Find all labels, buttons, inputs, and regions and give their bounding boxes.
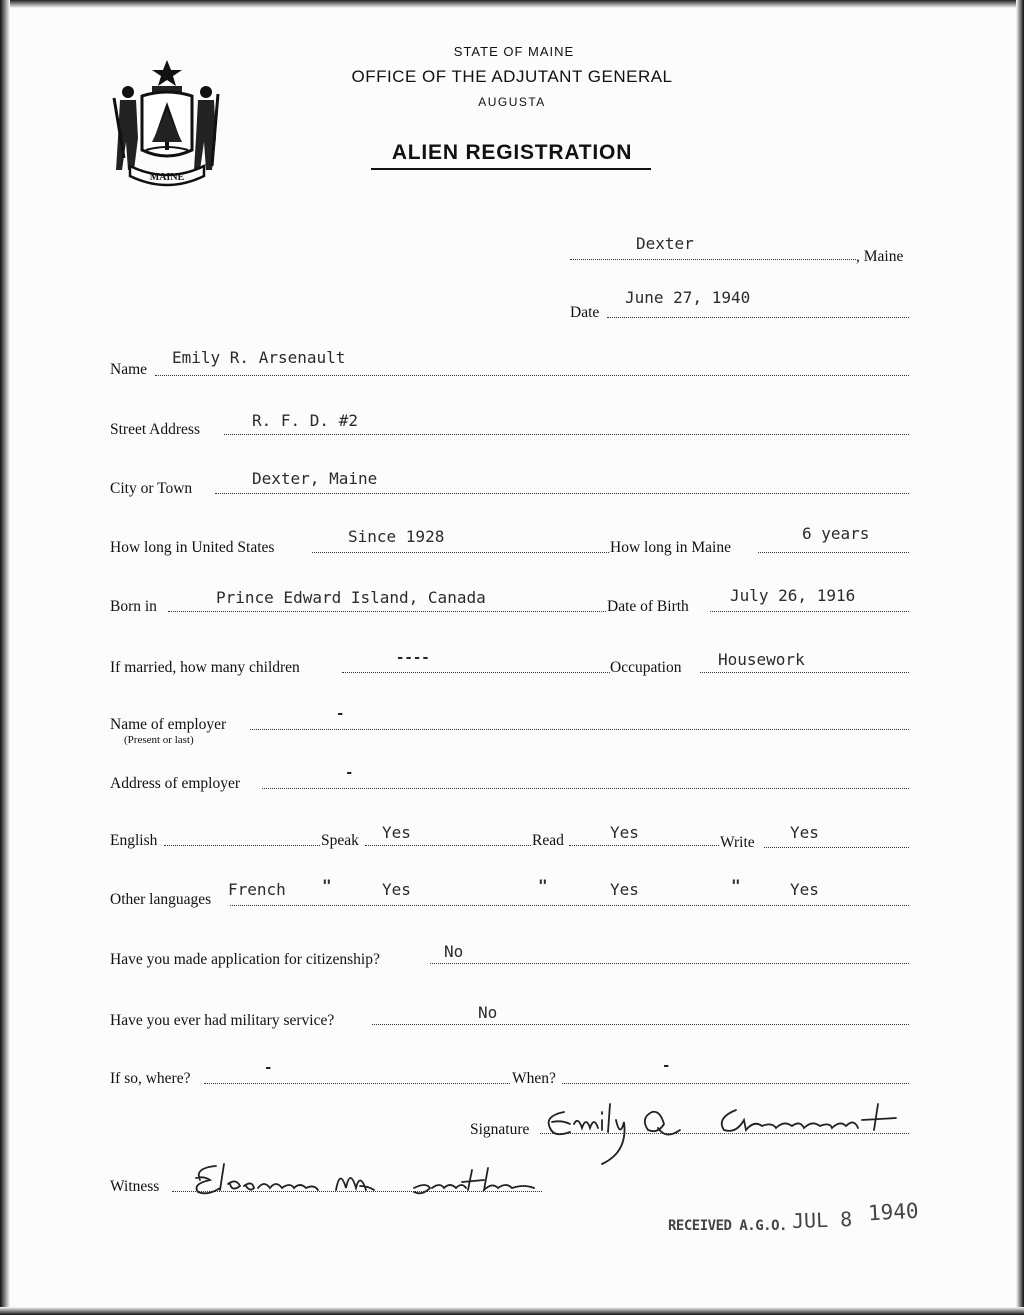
read-label: Read [532, 832, 564, 849]
header-city: AUGUSTA [478, 95, 546, 109]
other-read-value: Yes [610, 880, 639, 899]
employer-address-value: - [345, 765, 354, 781]
other-write-value: Yes [790, 880, 819, 899]
applicant-signature [540, 1094, 910, 1166]
english-label: English [110, 832, 158, 849]
employer-address-label: Address of employer [110, 775, 240, 792]
town-value: Dexter [636, 234, 694, 253]
seal-banner-text: MAINE [149, 172, 185, 183]
where-label: If so, where? [110, 1070, 191, 1087]
street-address-label: Street Address [110, 421, 200, 438]
how-long-maine-label: How long in Maine [610, 539, 731, 556]
witness-signature [190, 1158, 540, 1204]
where-value: - [264, 1060, 273, 1076]
street-address-line [224, 434, 909, 435]
scan-edge-right [1016, 0, 1024, 1315]
received-stamp-date: JUL 8 [791, 1206, 853, 1234]
born-in-value: Prince Edward Island, Canada [216, 588, 486, 607]
form-title: ALIEN REGISTRATION [391, 141, 633, 164]
when-line [562, 1083, 909, 1084]
header-state: STATE OF MAINE [453, 44, 575, 59]
other-languages-line [230, 905, 909, 906]
english-speak-value: Yes [382, 823, 411, 842]
citizenship-label: Have you made application for citizenship? [110, 951, 380, 968]
married-children-label: If married, how many children [110, 659, 300, 676]
married-children-value: ---- [396, 650, 430, 666]
born-in-line [168, 611, 606, 612]
read-line [569, 845, 719, 846]
other-speak-value: Yes [382, 880, 411, 899]
scan-edge-top [0, 0, 1024, 8]
date-of-birth-value: July 26, 1916 [730, 586, 856, 605]
citizenship-line [430, 963, 909, 964]
received-stamp-year: 1940 [867, 1198, 920, 1226]
received-stamp-label: RECEIVED A.G.O. [668, 1218, 787, 1234]
married-children-line [342, 672, 610, 673]
when-value: - [662, 1058, 671, 1074]
how-long-maine-line [758, 552, 909, 553]
english-write-value: Yes [790, 823, 819, 842]
name-label: Name [110, 361, 148, 378]
date-of-birth-label: Date of Birth [607, 598, 689, 615]
speak-label: Speak [321, 832, 359, 849]
signature-label: Signature [470, 1121, 530, 1138]
military-value: No [478, 1003, 498, 1022]
speak-line [365, 845, 531, 846]
occupation-line [700, 672, 909, 673]
employer-name-value: - [336, 706, 345, 722]
where-line [204, 1083, 510, 1084]
write-label: Write [720, 834, 755, 851]
state-suffix-label: , Maine [856, 248, 904, 265]
write-line [764, 847, 909, 848]
date-value: June 27, 1940 [625, 288, 751, 307]
when-label: When? [512, 1070, 556, 1087]
date-line [607, 317, 909, 318]
employer-name-label: Name of employer [110, 716, 227, 733]
street-address-value: R. F. D. #2 [252, 411, 358, 430]
how-long-maine-value: 6 years [802, 524, 870, 543]
date-of-birth-line [710, 611, 909, 612]
name-line [155, 375, 909, 376]
other-language-value: French [228, 880, 286, 899]
name-value: Emily R. Arsenault [172, 348, 346, 367]
city-or-town-value: Dexter, Maine [252, 469, 378, 488]
citizenship-value: No [444, 942, 464, 961]
scan-edge-left [0, 0, 10, 1315]
ditto-mark-read: " [538, 876, 548, 895]
ditto-mark-write: " [731, 876, 741, 895]
how-long-us-label: How long in United States [110, 539, 275, 556]
date-label: Date [570, 304, 600, 321]
how-long-us-value: Since 1928 [348, 527, 445, 546]
occupation-value: Housework [718, 650, 805, 669]
english-line [164, 845, 320, 846]
witness-label: Witness [110, 1178, 160, 1195]
ditto-mark-speak: " [322, 876, 332, 895]
form-title-underline [371, 168, 651, 170]
town-line [570, 259, 856, 260]
born-in-label: Born in [110, 598, 157, 615]
city-or-town-line [215, 493, 909, 494]
scan-edge-bottom [0, 1307, 1024, 1315]
employer-name-line [250, 729, 909, 730]
how-long-us-line [312, 552, 609, 553]
military-label: Have you ever had military service? [110, 1012, 335, 1029]
header-office: OFFICE OF THE ADJUTANT GENERAL [351, 67, 673, 86]
occupation-label: Occupation [610, 659, 682, 676]
other-languages-label: Other languages [110, 891, 212, 908]
military-line [372, 1024, 909, 1025]
city-or-town-label: City or Town [110, 480, 193, 497]
english-read-value: Yes [610, 823, 639, 842]
employer-address-line [262, 788, 909, 789]
employer-name-note: (Present or last) [124, 734, 194, 746]
